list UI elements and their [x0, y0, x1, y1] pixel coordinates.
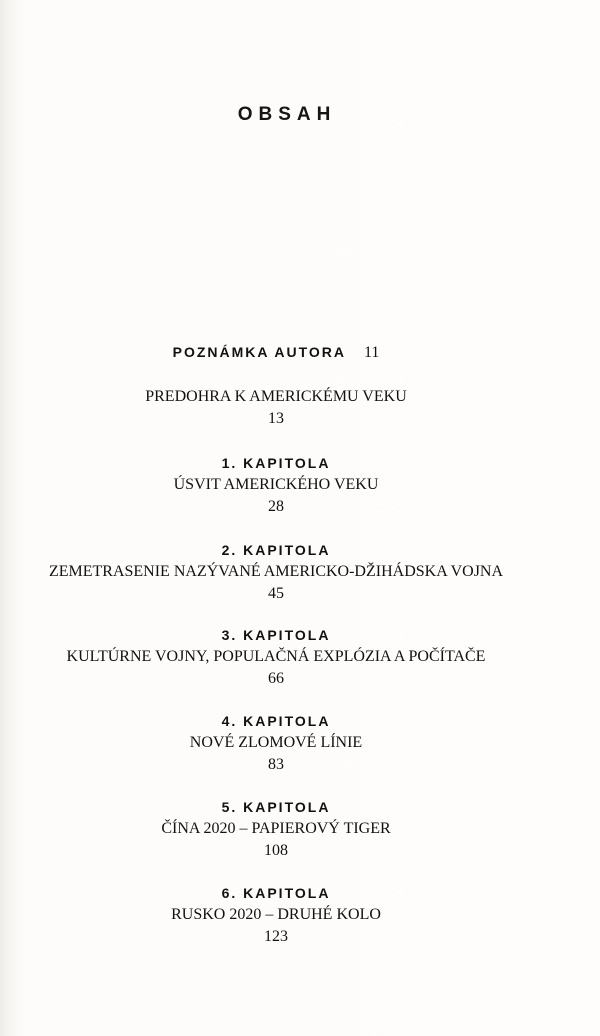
toc-entry-chapter-4 — [0, 710, 552, 776]
chapter-label: 1. KAPITOLA — [221, 455, 331, 471]
chapter-label: 4. KAPITOLA — [221, 713, 331, 729]
chapter-label: 3. KAPITOLA — [221, 627, 331, 643]
chapter-page-number: 123 — [264, 928, 288, 945]
chapter-title: ČÍNA 2020 – PAPIEROVÝ TIGER — [161, 820, 391, 837]
chapter-title: KULTÚRNE VOJNY, POPULAČNÁ EXPLÓZIA A POČÍTAČE — [66, 648, 486, 665]
prelude-title: PREDOHRA K AMERICKÉMU VEKU — [145, 388, 407, 405]
author-note-label: POZNÁMKA AUTORA — [172, 344, 346, 360]
toc-author-note — [0, 344, 552, 362]
toc-entry-chapter-5 — [0, 796, 552, 862]
chapter-title: NOVÉ ZLOMOVÉ LÍNIE — [189, 734, 363, 751]
chapter-page-number: 83 — [268, 756, 284, 773]
chapter-label: 6. KAPITOLA — [221, 885, 331, 901]
prelude-page: 13 — [268, 410, 284, 427]
toc-entry-chapter-6 — [0, 882, 552, 948]
chapter-title: ÚSVIT AMERICKÉHO VEKU — [173, 476, 379, 493]
toc-entry-chapter-2 — [0, 539, 552, 605]
chapter-title: RUSKO 2020 – DRUHÉ KOLO — [171, 906, 381, 923]
chapter-page-number: 45 — [268, 585, 284, 602]
chapter-title: ZEMETRASENIE NAZÝVANÉ AMERICKO-DŽIHÁDSKA VOJNA — [48, 563, 504, 580]
chapter-page-number: 108 — [264, 842, 288, 859]
chapter-page-number: 28 — [268, 498, 284, 515]
toc-entry-chapter-1 — [0, 452, 552, 518]
chapter-label: 5. KAPITOLA — [221, 799, 331, 815]
author-note-page: 11 — [363, 344, 380, 361]
toc-entry-chapter-3 — [0, 624, 552, 690]
chapter-page-number: 66 — [268, 670, 284, 687]
toc-entry-prelude — [0, 386, 552, 430]
page-title: OBSAH — [237, 104, 337, 125]
chapter-label: 2. KAPITOLA — [221, 542, 331, 558]
